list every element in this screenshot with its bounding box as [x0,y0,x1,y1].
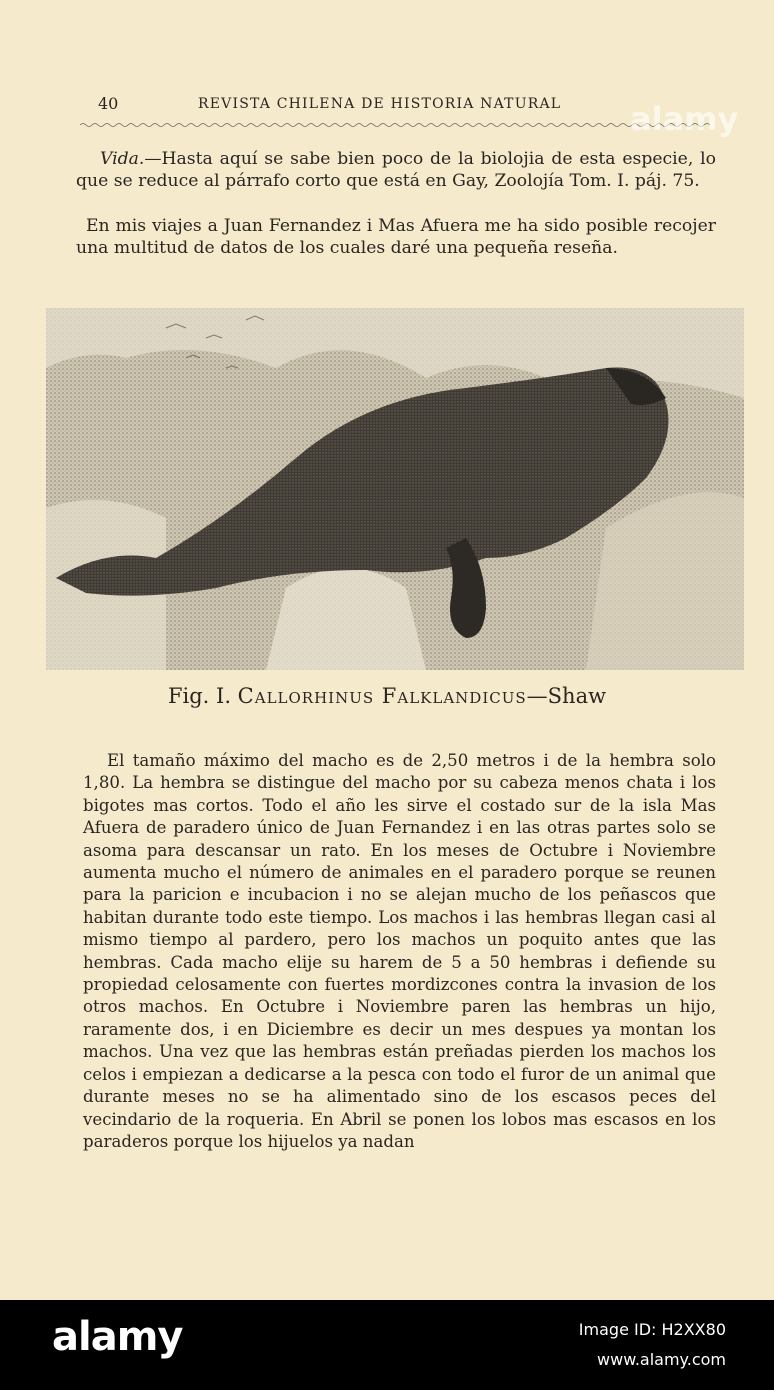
caption-author: —Shaw [526,684,607,708]
paragraph-vida [76,148,716,193]
paragraph-tamano [83,750,716,1153]
figure-caption [0,684,774,708]
footer-bar [0,1300,774,1390]
caption-species: Callorhinus Falklandicus [237,684,527,708]
paragraph-text: El tamaño máximo del macho es de 2,50 metros i de la hembra solo 1,80. La hembra se distingue del macho por su cabeza menos chata i los bigotes mas cortos. Todo el año les sirve el costado sur de la isla Mas Afuera de paradero único de Juan Fernandez i en las otras partes solo se asoma para descansar un rato. En los meses de Octubre i Noviembre aumenta mucho el número de animales en el paradero porque se reunen para la paricion e incubacion i no se alejan mucho de los peñascos que habitan durante todo este tiempo. Los machos i las hembras llegan casi al mismo tiempo al pardero, pero los machos un poquito antes que las hembras. Cada macho elije su harem de 5 a 50 hembras i defiende su propiedad celosamente con fuertes mordizcones contra la invasion de los otros machos. En Octubre i Noviembre paren las hembras un hijo, raramente dos, i en Diciembre es decir un mes despues ya montan los machos. Una vez que las hembras están preñadas pierden los machos los celos i empiezan a dedicarse a la pesca con todo el furor de un animal que durante meses no se ha alimentado sino de los escasos peces del vecindario de la roqueria. En Abril se ponen los lobos mas escasos en los paraderos porque los hijuelos ya nadan [83,751,716,1151]
caption-prefix: Fig. I. [167,684,238,708]
header-rule [80,122,710,128]
paragraph-lead: Vida. [100,149,145,169]
paragraph-viajes [76,215,716,260]
running-title: REVISTA CHILENA DE HISTORIA NATURAL [198,96,562,112]
fur-seal-engraving [46,308,744,670]
page-number: 40 [98,94,119,113]
footer-url: www.alamy.com [597,1350,726,1369]
page-header [98,94,710,118]
image-id: Image ID: H2XX80 [578,1320,726,1339]
watermark: alamy [630,100,739,138]
footer-logo: alamy [52,1314,183,1360]
paragraph-text: —Hasta aquí se sabe bien poco de la biolojia de esta especie, lo que se reduce al párrafo corto que está en Gay, Zoolojía Tom. I. páj. 75. [76,149,716,192]
paragraph-text: En mis viajes a Juan Fernandez i Mas Afuera me ha sido posible recojer una multitud de datos de los cuales daré una pequeña reseña. [76,216,716,259]
